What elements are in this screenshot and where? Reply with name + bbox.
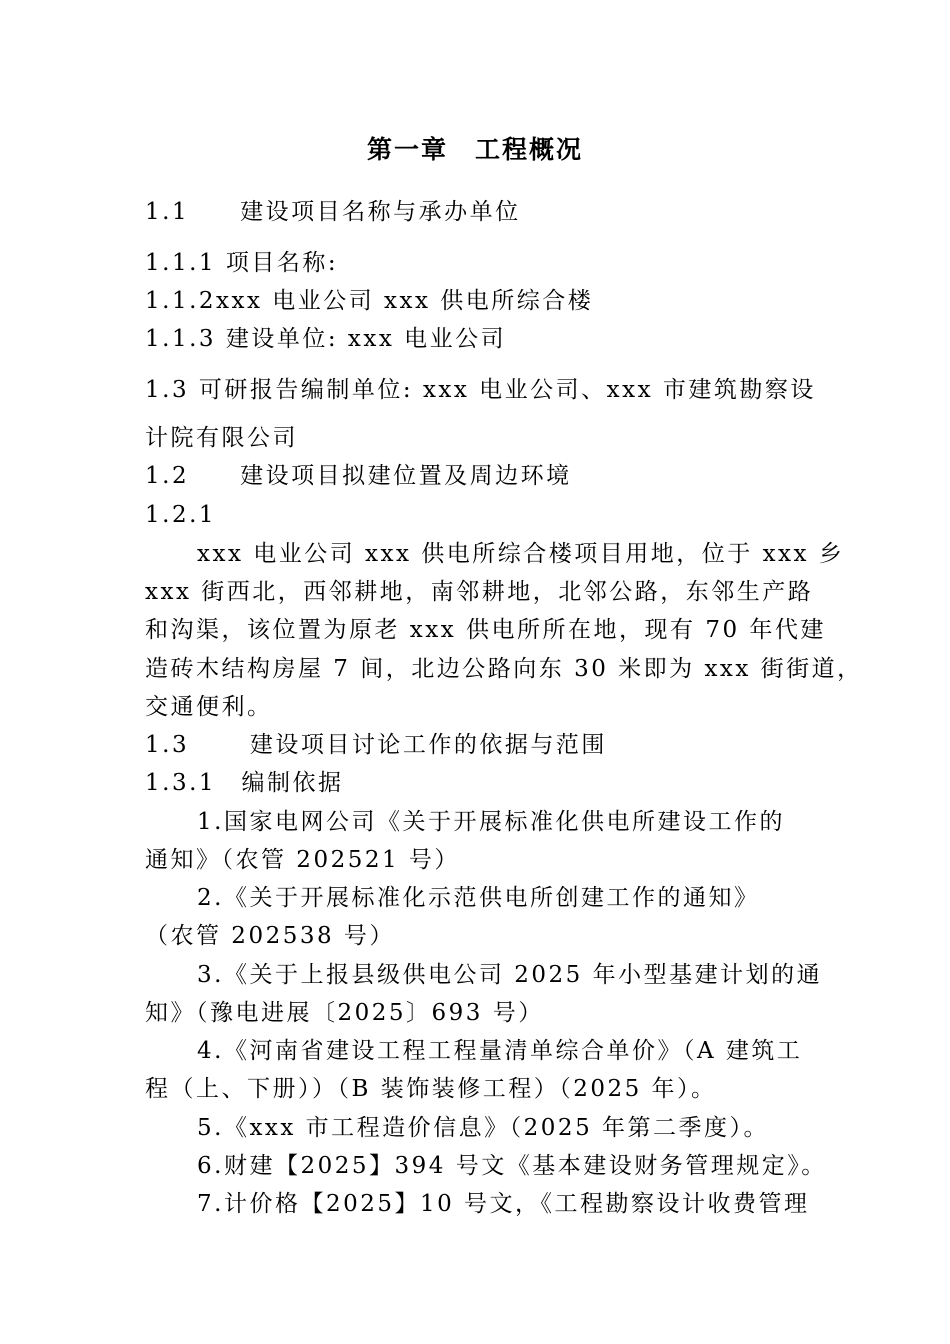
paragraph-line-5: 交通便利。	[145, 694, 273, 720]
item-1-2-1: 1.2.1	[145, 502, 217, 528]
basis-2-cont: （农管 202538 号）	[145, 923, 395, 949]
paragraph-line-2: xxx 街西北，西邻耕地，南邻耕地，北邻公路，东邻生产路	[145, 579, 814, 605]
basis-1-cont: 通知》（农管 202521 号）	[145, 847, 460, 873]
section-1-3-heading: 1.3 建设项目讨论工作的依据与范围	[145, 732, 607, 758]
basis-5: 5.《xxx 市工程造价信息》（2025 年第二季度）。	[197, 1115, 770, 1141]
chapter-title: 第一章 工程概况	[366, 135, 583, 164]
basis-3: 3.《关于上报县级供电公司 2025 年小型基建计划的通	[197, 962, 823, 988]
basis-1: 1.国家电网公司《关于开展标准化供电所建设工作的	[197, 809, 785, 835]
paragraph-line-4: 造砖木结构房屋 7 间，北边公路向东 30 米即为 xxx 街街道，	[145, 656, 863, 682]
item-1-3-report-unit-cont: 计院有限公司	[145, 425, 298, 451]
basis-6: 6.财建【2025】394 号文《基本建设财务管理规定》。	[197, 1153, 827, 1179]
item-1-1-2: 1.1.2xxx 电业公司 xxx 供电所综合楼	[145, 288, 594, 314]
basis-3-cont: 知》（豫电进展〔2025〕693 号）	[145, 1000, 544, 1026]
item-1-1-3: 1.1.3 建设单位: xxx 电业公司	[145, 326, 507, 352]
basis-4: 4.《河南省建设工程工程量清单综合单价》（A 建筑工	[197, 1038, 803, 1064]
section-1-2-heading: 1.2 建设项目拟建位置及周边环境	[145, 463, 572, 489]
paragraph-line-1: xxx 电业公司 xxx 供电所综合楼项目用地，位于 xxx 乡	[197, 541, 845, 567]
item-1-3-1: 1.3.1 编制依据	[145, 770, 344, 796]
basis-2: 2.《关于开展标准化示范供电所创建工作的通知》	[197, 885, 760, 911]
item-1-3-report-unit: 1.3 可研报告编制单位: xxx 电业公司、xxx 市建筑勘察设	[145, 377, 816, 403]
basis-7: 7.计价格【2025】10 号文，《工程勘察设计收费管理	[197, 1191, 810, 1217]
item-1-1-1: 1.1.1 项目名称:	[145, 250, 339, 276]
paragraph-line-3: 和沟渠，该位置为原老 xxx 供电所所在地，现有 70 年代建	[145, 617, 826, 643]
section-1-1-heading: 1.1 建设项目名称与承办单位	[145, 199, 521, 225]
basis-4-cont: 程（上、下册））（B 装饰装修工程）（2025 年）。	[145, 1076, 717, 1102]
